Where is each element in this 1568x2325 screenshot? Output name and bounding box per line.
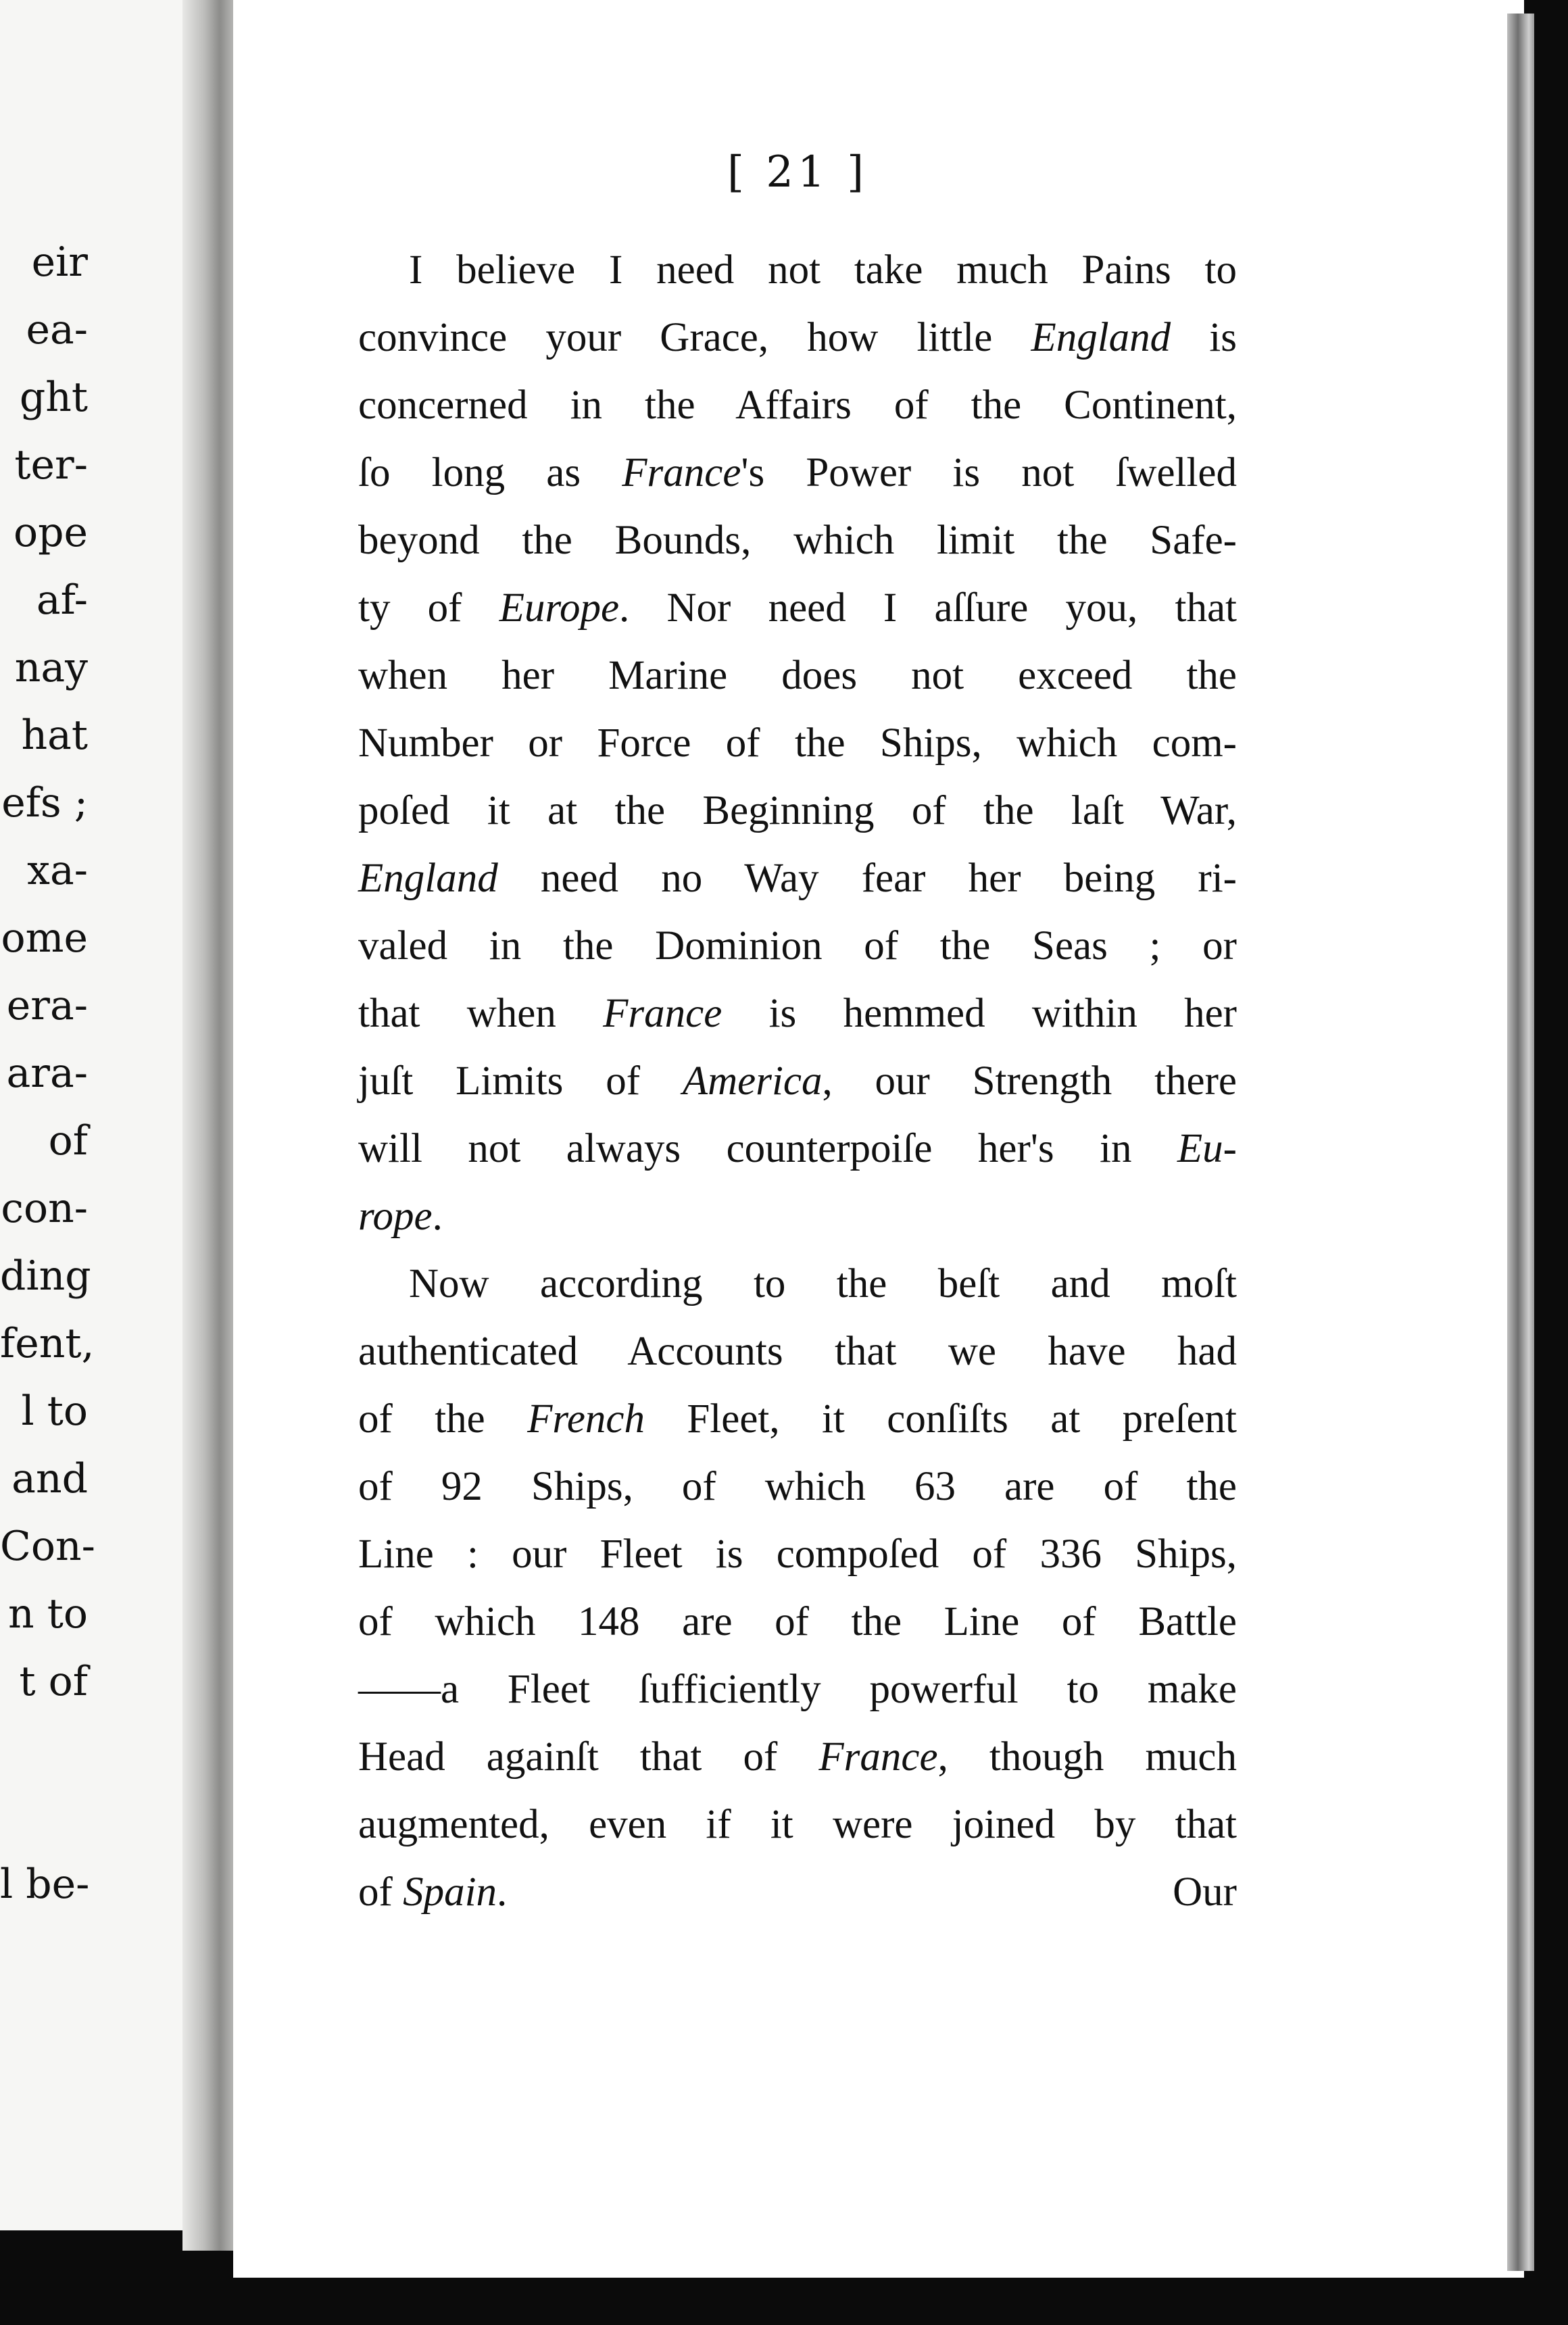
italic-run: America bbox=[682, 1058, 823, 1104]
left-facing-page bbox=[0, 0, 201, 2230]
left-fragment bbox=[0, 1783, 88, 1851]
text-line bbox=[358, 304, 1237, 372]
italic-run: France bbox=[603, 991, 722, 1036]
text-run: concerned in the Affairs of the Continent, bbox=[358, 383, 1237, 428]
text-run: , our Strength there bbox=[822, 1058, 1238, 1104]
left-fragment: ara- bbox=[6, 1050, 88, 1097]
italic-run: French bbox=[527, 1396, 645, 1442]
text-run: of 92 Ships, of which 63 are of the bbox=[358, 1464, 1237, 1509]
text-line bbox=[358, 1250, 1237, 1318]
left-fragment: ding bbox=[0, 1252, 91, 1300]
italic-run: England bbox=[1031, 315, 1171, 360]
text-run: valed in the Dominion of the Seas ; or bbox=[358, 923, 1237, 969]
text-run: is bbox=[1171, 315, 1237, 360]
left-fragment: ght bbox=[19, 374, 88, 421]
catchword: Our bbox=[1173, 1869, 1237, 1915]
left-fragment: ope bbox=[13, 509, 88, 556]
text-line bbox=[358, 1588, 1237, 1656]
italic-run: France bbox=[622, 450, 741, 495]
text-run: of which 148 are of the Line of Battle bbox=[358, 1599, 1237, 1644]
left-fragment: and bbox=[11, 1455, 88, 1502]
left-fragment: ome bbox=[1, 914, 88, 962]
text-run: . bbox=[497, 1869, 508, 1915]
text-line bbox=[358, 1521, 1237, 1588]
text-run: when her Marine does not exceed the bbox=[358, 653, 1237, 698]
text-run: ty of bbox=[358, 585, 499, 631]
text-run: ſo long as bbox=[358, 450, 622, 495]
text-run: . bbox=[432, 1194, 443, 1239]
text-line bbox=[358, 439, 1237, 507]
page-body-text bbox=[358, 237, 1237, 1926]
text-run: will not always counterpoiſe her's in bbox=[358, 1126, 1177, 1171]
paragraph-2 bbox=[358, 1250, 1237, 1926]
italic-run: Spain bbox=[403, 1869, 497, 1915]
left-fragment: efs ; bbox=[1, 779, 88, 827]
text-run: of bbox=[358, 1869, 403, 1915]
text-run: 's Power is not ſwelled bbox=[741, 450, 1237, 495]
text-run: Now according to the beſt and moſt bbox=[409, 1261, 1237, 1306]
text-run: beyond the Bounds, which limit the Safe- bbox=[358, 518, 1237, 563]
text-run: augmented, even if it were joined by that bbox=[358, 1802, 1237, 1847]
text-line bbox=[358, 777, 1237, 845]
text-line bbox=[358, 1386, 1237, 1453]
text-run: . Nor need I aſſure you, that bbox=[619, 585, 1237, 631]
left-fragment bbox=[0, 1715, 88, 1783]
left-fragment: con- bbox=[1, 1185, 88, 1232]
text-run: Head againſt that of bbox=[358, 1734, 819, 1780]
text-line bbox=[358, 574, 1237, 642]
text-run: authenticated Accounts that we have had bbox=[358, 1329, 1237, 1374]
left-fragment: l be- bbox=[0, 1861, 90, 1908]
text-run: Number or Force of the Ships, which com- bbox=[358, 720, 1237, 766]
text-run: poſed it at the Beginning of the laſt War, bbox=[358, 788, 1237, 833]
text-line bbox=[358, 845, 1237, 912]
page-number: [ 21 ] bbox=[727, 147, 868, 197]
text-line bbox=[358, 1453, 1237, 1521]
left-fragment: af- bbox=[36, 577, 88, 624]
left-fragment: n to bbox=[8, 1590, 88, 1638]
text-run: need no Way fear her being ri- bbox=[497, 856, 1237, 901]
text-line bbox=[358, 642, 1237, 710]
text-run: that when bbox=[358, 991, 604, 1036]
text-line bbox=[358, 372, 1237, 439]
left-fragment: nay bbox=[14, 644, 88, 691]
left-fragment: t of bbox=[19, 1658, 88, 1705]
italic-run: Eu- bbox=[1177, 1126, 1237, 1171]
text-run: is hemmed within her bbox=[722, 991, 1237, 1036]
text-line bbox=[358, 1791, 1237, 1859]
italic-run: Europe bbox=[499, 585, 620, 631]
left-fragment: era- bbox=[6, 982, 88, 1029]
left-fragment: ea- bbox=[26, 306, 88, 353]
text-line bbox=[358, 237, 1237, 304]
italic-run: rope bbox=[358, 1194, 433, 1239]
text-line bbox=[358, 1723, 1237, 1791]
text-run: Line : our Fleet is compoſed of 336 Ships, bbox=[358, 1532, 1237, 1577]
left-fragment: fent, bbox=[0, 1320, 95, 1367]
italic-run: England bbox=[358, 856, 498, 901]
text-line bbox=[358, 507, 1237, 574]
text-line bbox=[358, 1183, 1237, 1250]
paragraph-1 bbox=[358, 237, 1237, 1250]
text-line bbox=[358, 1115, 1237, 1183]
text-line bbox=[358, 1656, 1237, 1723]
text-line bbox=[358, 1318, 1237, 1386]
italic-run: France bbox=[818, 1734, 938, 1780]
text-line bbox=[358, 710, 1237, 777]
last-line-with-catchword bbox=[358, 1859, 1237, 1926]
text-line bbox=[358, 912, 1237, 980]
left-fragment: xa- bbox=[27, 847, 88, 894]
text-run: ——a Fleet ſufficiently powerful to make bbox=[358, 1667, 1237, 1712]
left-fragment: of bbox=[48, 1117, 88, 1165]
text-run: of the bbox=[358, 1396, 528, 1442]
text-line bbox=[358, 1859, 507, 1926]
page-edge-shadow bbox=[1507, 14, 1534, 2271]
text-run: convince your Grace, how little bbox=[358, 315, 1031, 360]
left-fragment: eir bbox=[31, 239, 88, 286]
left-fragment: l to bbox=[21, 1388, 88, 1435]
text-run: , though much bbox=[937, 1734, 1237, 1780]
left-fragment: ter- bbox=[14, 441, 88, 489]
text-run: Fleet, it conſiſts at preſent bbox=[645, 1396, 1237, 1442]
left-fragment: hat bbox=[21, 712, 88, 759]
text-run: juſt Limits of bbox=[358, 1058, 683, 1104]
left-page-text-fragments bbox=[0, 228, 95, 1918]
text-line bbox=[358, 1048, 1237, 1115]
left-fragment: Con- bbox=[0, 1523, 95, 1570]
text-run: I believe I need not take much Pains to bbox=[409, 247, 1237, 293]
text-line bbox=[358, 980, 1237, 1048]
